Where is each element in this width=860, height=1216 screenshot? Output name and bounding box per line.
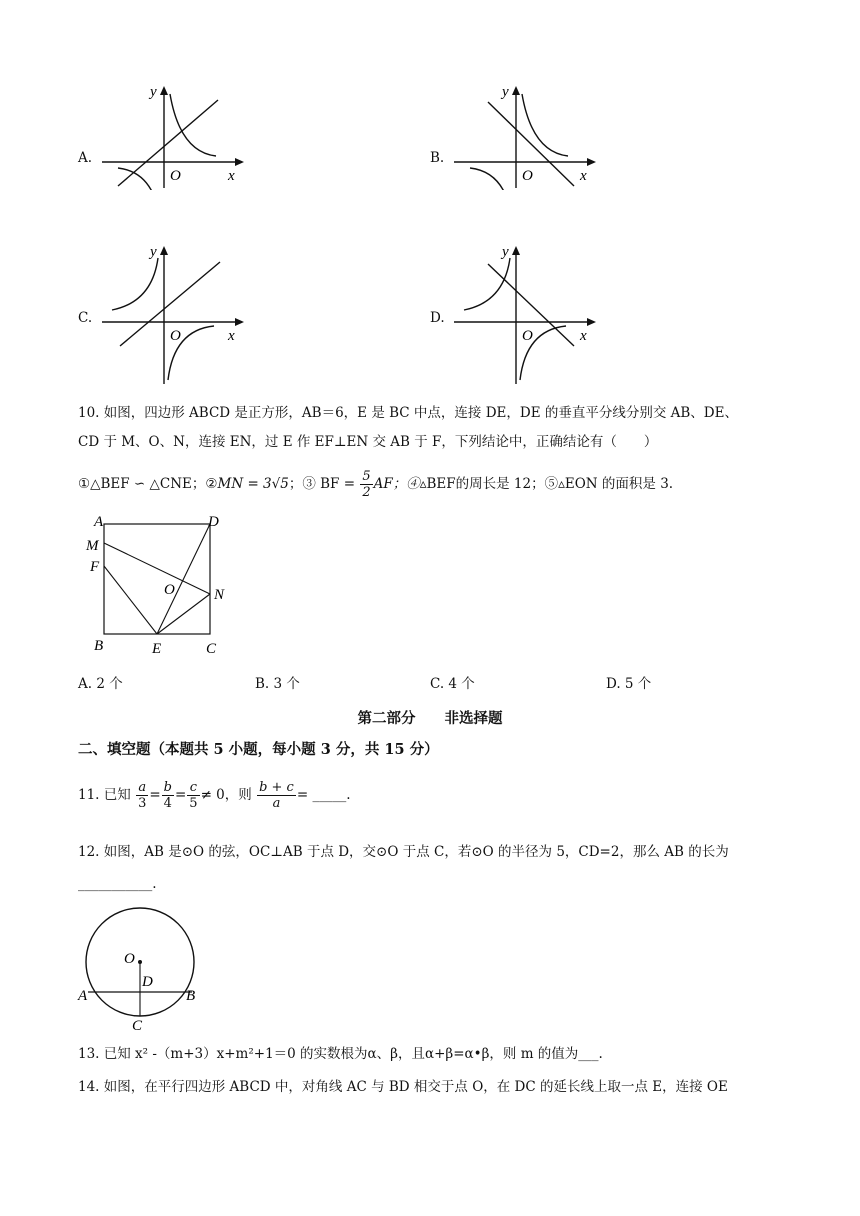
q10-c3: ；③ BF = (288, 476, 356, 492)
option-d-label: D. (430, 310, 445, 326)
svg-text:F: F (90, 559, 100, 575)
q10-option-d: D. 5 个 (606, 676, 652, 692)
svg-text:B: B (186, 988, 196, 1004)
svg-text:C: C (132, 1018, 143, 1034)
square-figure (80, 512, 240, 660)
q12-line2: ___________. (78, 876, 157, 892)
section2-heading: 二、填空题（本题共 5 小题，每小题 3 分，共 15 分） (78, 741, 439, 758)
q10-c3-tail: AF；④ (373, 476, 420, 492)
graph-c (100, 240, 250, 390)
option-b-label: B. (430, 150, 445, 166)
graph-a (100, 80, 250, 190)
q10-conclusions (78, 468, 673, 500)
q10-c4: ▵BEF的周长是 12；⑤ (419, 476, 559, 492)
q10-line1: 10. 如图，四边形 ABCD 是正方形，AB＝6，E 是 BC 中点，连接 DE，DE 的垂直平分线分别交 AB、DE、 (78, 405, 738, 421)
svg-text:B: B (94, 638, 104, 654)
circle-figure (74, 906, 214, 1034)
svg-text:M: M (86, 538, 99, 554)
graph-d (452, 240, 602, 390)
q10-line2: CD 于 M、O、N，连接 EN，过 E 作 EF⊥EN 交 AB 于 F，下列结论中，正确结论有（ ） (78, 434, 658, 450)
svg-text:D: D (208, 514, 219, 530)
q10-c2: MN = 3√5 (217, 476, 289, 492)
q14: 14. 如图，在平行四边形 ABCD 中，对角线 AC 与 BD 相交于点 O，在 DC 的延长线上取一点 E，连接 OE (78, 1079, 728, 1095)
origin-label: O (522, 168, 533, 184)
origin-label: O (170, 168, 181, 184)
q10-option-a: A. 2 个 (78, 676, 123, 692)
q12-line1: 12. 如图，AB 是⊙O 的弦，OC⊥AB 于点 D，交⊙O 于点 C，若⊙O 的半径为 5，CD=2，那么 AB 的长为 (78, 844, 729, 860)
svg-text:D: D (142, 974, 153, 990)
svg-text:O: O (164, 582, 175, 598)
graph-b (452, 80, 602, 190)
svg-text:O: O (124, 951, 135, 967)
svg-text:E: E (152, 641, 162, 657)
svg-text:C: C (206, 641, 217, 657)
x-axis-label: x (580, 168, 587, 184)
q13: 13. 已知 x² -（m+3）x+m²+1＝0 的实数根为α、β，且α+β=α•β，则 m 的值为___. (78, 1046, 603, 1062)
svg-text:A: A (78, 988, 88, 1004)
origin-label: O (522, 328, 533, 344)
q10-option-b: B. 3 个 (255, 676, 300, 692)
q10-c5: ▵EON 的面积是 3. (558, 476, 674, 492)
origin-label: O (170, 328, 181, 344)
q11: 11. 已知 $\frac{a}{3}$ = $\frac{b}{4}$ = $\frac{c}{5}$ ≠ 0，则 $\frac{b + c}{a}$ = _____. (78, 780, 351, 811)
y-axis-label: y (150, 244, 157, 260)
q10-option-c: C. 4 个 (430, 676, 475, 692)
option-a-label: A. (78, 150, 93, 166)
q10-fraction: $\frac{5}{2}$ (362, 469, 371, 500)
x-axis-label: x (228, 168, 235, 184)
option-c-label: C. (78, 310, 93, 326)
q10-c1: ①△BEF ∽ △CNE；② (78, 476, 218, 492)
x-axis-label: x (228, 328, 235, 344)
y-axis-label: y (502, 84, 509, 100)
svg-text:A: A (94, 514, 104, 530)
svg-text:N: N (214, 587, 225, 603)
x-axis-label: x (580, 328, 587, 344)
y-axis-label: y (150, 84, 157, 100)
part2-title: 第二部分 非选择题 (357, 710, 503, 727)
y-axis-label: y (502, 244, 509, 260)
